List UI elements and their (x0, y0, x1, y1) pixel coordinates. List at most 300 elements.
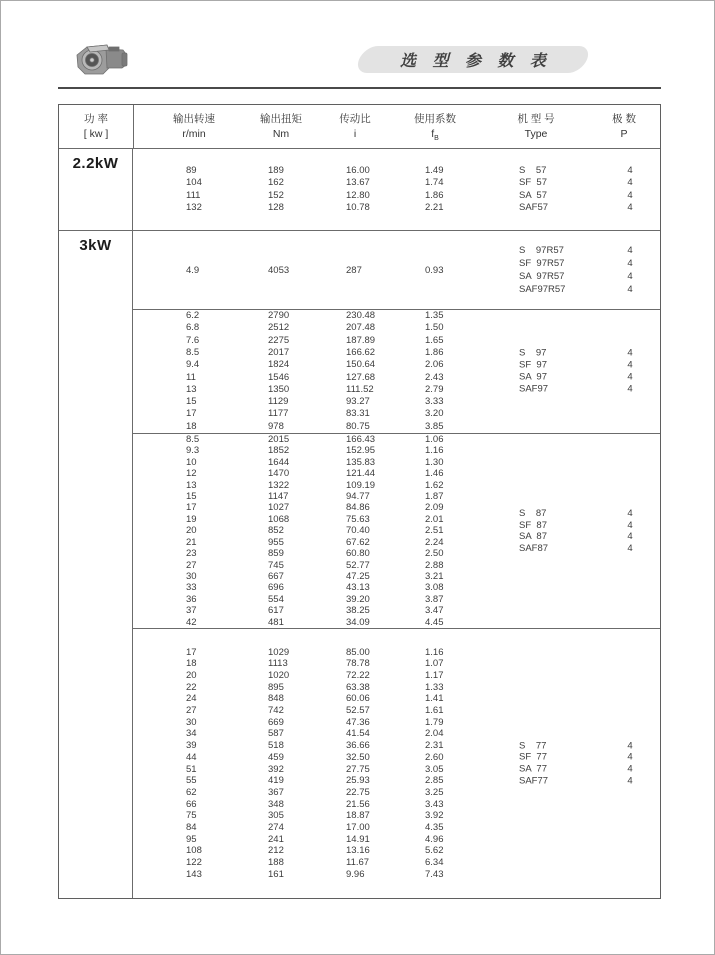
page-title: 选 型 参 数 表 (400, 53, 552, 70)
cell-ratio: 111.52 (346, 383, 374, 395)
data-block (133, 231, 660, 309)
cell-speed: 30 (186, 570, 197, 582)
cell-speed: 66 (186, 798, 197, 810)
cell-ratio: 25.93 (346, 775, 370, 787)
cell-speed: 19 (186, 513, 197, 525)
model-type-row (519, 519, 633, 532)
data-block (133, 433, 660, 628)
table-row (133, 845, 660, 857)
cell-ratio: 70.40 (346, 525, 370, 537)
cell-torque: 1470 (268, 468, 290, 480)
cell-fb: 3.21 (425, 570, 444, 582)
cell-fb: 1.62 (425, 479, 444, 491)
cell-ratio: 27.75 (346, 763, 370, 775)
header-output-speed: 输出转速 r/min (173, 113, 215, 140)
cell-model: S 87 (519, 508, 547, 519)
cell-model: S 77 (519, 740, 547, 752)
table-row (133, 359, 660, 371)
cell-torque: 852 (268, 525, 284, 537)
cell-ratio: 84.86 (346, 502, 370, 514)
cell-speed: 11 (186, 371, 196, 383)
cell-speed: 20 (186, 525, 197, 537)
cell-model: SAF87 (519, 542, 549, 554)
cell-speed: 36 (186, 593, 197, 605)
cell-speed: 20 (186, 670, 197, 681)
cell-torque: 1177 (268, 408, 289, 420)
power-cell (59, 149, 133, 230)
cell-speed: 4.9 (186, 264, 200, 276)
cell-torque: 587 (268, 728, 284, 740)
cell-torque: 742 (268, 705, 284, 717)
cell-ratio: 13.67 (346, 177, 370, 188)
table-row (133, 525, 660, 536)
cell-speed: 95 (186, 833, 197, 845)
cell-speed: 17 (186, 408, 197, 420)
cell-speed: 17 (186, 502, 197, 514)
cell-speed: 108 (186, 845, 202, 857)
cell-ratio: 230.48 (346, 310, 376, 322)
cell-torque: 161 (268, 868, 284, 880)
cell-poles: 4 (627, 202, 633, 213)
cell-torque: 848 (268, 693, 284, 705)
cell-fb: 1.16 (425, 445, 444, 457)
cell-ratio: 43.13 (346, 582, 370, 594)
table-row (133, 594, 660, 605)
cell-speed: 39 (186, 740, 197, 752)
cell-fb: 1.06 (425, 434, 444, 446)
cell-torque: 367 (268, 786, 284, 798)
cell-torque: 1147 (268, 491, 289, 503)
cell-ratio: 52.57 (346, 705, 370, 717)
cell-ratio: 9.96 (346, 868, 365, 880)
cell-ratio: 67.62 (346, 536, 370, 548)
cell-model: SAF57 (519, 202, 549, 213)
cell-speed: 21 (186, 536, 197, 548)
cell-torque: 274 (268, 821, 284, 833)
cell-ratio: 10.78 (346, 202, 370, 213)
cell-speed: 15 (186, 491, 197, 503)
cell-fb: 7.43 (425, 868, 444, 880)
table-row (133, 682, 660, 694)
table-row (133, 752, 660, 764)
cell-ratio: 93.27 (346, 396, 370, 408)
cell-fb: 3.08 (425, 582, 444, 594)
cell-speed: 8.5 (186, 346, 200, 358)
cell-speed: 18 (186, 420, 197, 432)
cell-speed: 111 (186, 189, 201, 201)
cell-fb: 2.04 (425, 728, 444, 740)
cell-poles: 4 (627, 284, 633, 295)
table-row (133, 491, 660, 502)
table-row (133, 502, 660, 513)
cell-speed: 62 (186, 786, 197, 798)
table-row (133, 310, 660, 322)
model-type-row (519, 763, 633, 776)
cell-speed: 23 (186, 548, 197, 560)
model-type-row (519, 177, 633, 190)
cell-fb: 1.46 (425, 468, 444, 480)
model-type-row (519, 383, 633, 396)
cell-torque: 1029 (268, 646, 290, 658)
selection-table (58, 104, 661, 899)
cell-torque: 554 (268, 593, 284, 605)
cell-model: S 97R57 (519, 245, 564, 256)
power-cell (59, 231, 133, 898)
cell-ratio: 85.00 (346, 646, 370, 658)
table-row (133, 834, 660, 846)
cell-ratio: 80.75 (346, 420, 370, 432)
table-row (133, 571, 660, 582)
blocks (133, 149, 660, 230)
data-block (133, 628, 660, 898)
cell-fb: 2.31 (425, 740, 444, 752)
cell-speed: 143 (186, 868, 202, 880)
table-row (133, 670, 660, 682)
table-row (133, 434, 660, 445)
cell-fb: 2.50 (425, 548, 444, 560)
cell-poles: 4 (627, 346, 633, 358)
cell-torque: 1020 (268, 670, 290, 681)
cell-ratio: 11.67 (346, 857, 370, 868)
table-row (133, 165, 660, 178)
cell-torque: 1546 (268, 371, 290, 383)
cell-ratio: 187.89 (346, 334, 376, 346)
model-type-row (519, 359, 633, 371)
table-row (133, 322, 660, 334)
table-row (133, 705, 660, 717)
cell-poles: 4 (627, 542, 633, 554)
cell-ratio: 14.91 (346, 833, 370, 845)
cell-speed: 22 (186, 681, 197, 693)
title-banner (354, 46, 593, 73)
cell-torque: 1852 (268, 445, 290, 457)
model-type-group (519, 244, 633, 296)
model-type-row (519, 270, 633, 283)
cell-ratio: 32.50 (346, 751, 370, 763)
cell-speed: 10 (186, 456, 197, 468)
cell-ratio: 60.80 (346, 548, 370, 560)
cell-fb: 4.35 (425, 821, 444, 833)
cell-torque: 4053 (268, 264, 290, 276)
cell-ratio: 207.48 (346, 322, 376, 334)
table-row (133, 264, 660, 277)
table-row (133, 421, 660, 433)
cell-model: SF 87 (519, 519, 547, 531)
table-row (133, 548, 660, 559)
cell-ratio: 150.64 (346, 359, 376, 371)
model-type-row (519, 508, 633, 520)
cell-torque: 1644 (268, 456, 290, 468)
model-type-group (519, 346, 633, 396)
model-type-row (519, 189, 633, 203)
table-row (133, 177, 660, 190)
cell-ratio: 52.77 (346, 559, 370, 571)
model-type-row (519, 257, 633, 270)
cell-fb: 1.50 (425, 322, 444, 334)
gearmotor-logo-image (73, 41, 129, 79)
table-row (133, 857, 660, 869)
cell-ratio: 166.62 (346, 346, 376, 358)
cell-ratio: 34.09 (346, 616, 370, 628)
model-type-row (519, 542, 633, 555)
table-row (133, 810, 660, 822)
cell-torque: 162 (268, 177, 284, 188)
cell-poles: 4 (627, 383, 633, 395)
table-row (133, 457, 660, 468)
cell-torque: 1322 (268, 479, 290, 491)
model-type-group (519, 508, 633, 554)
table-row (133, 740, 660, 752)
cell-torque: 1824 (268, 359, 290, 371)
cell-fb: 2.09 (425, 502, 444, 514)
cell-torque: 481 (268, 616, 284, 628)
cell-ratio: 83.31 (346, 408, 370, 420)
power-label: 3kW (79, 237, 112, 254)
cell-speed: 37 (186, 605, 197, 617)
table-row (133, 335, 660, 347)
cell-torque: 2790 (268, 310, 290, 322)
table-row (133, 384, 660, 396)
cell-fb: 2.60 (425, 751, 444, 763)
cell-ratio: 94.77 (346, 491, 370, 503)
table-row (133, 202, 660, 215)
cell-torque: 459 (268, 751, 284, 763)
table-header (59, 105, 660, 149)
cell-fb: 0.93 (425, 264, 444, 276)
table-row (133, 869, 660, 881)
header-service-factor: 使用系数 $f_B$ (414, 113, 456, 143)
cell-model: SA 57 (519, 189, 547, 201)
cell-ratio: 152.95 (346, 445, 376, 457)
cell-speed: 17 (186, 646, 197, 658)
model-type-row (519, 346, 633, 359)
model-type-row (519, 751, 633, 764)
model-type-row (519, 775, 633, 787)
cell-fb: 1.35 (425, 310, 444, 322)
cell-fb: 3.47 (425, 605, 444, 617)
cell-ratio: 16.00 (346, 164, 370, 176)
table-row (133, 822, 660, 834)
cell-torque: 667 (268, 570, 284, 582)
header-rule (58, 87, 661, 89)
cell-poles: 4 (627, 177, 633, 188)
cell-fb: 1.33 (425, 681, 444, 693)
cell-torque: 212 (268, 845, 284, 857)
table-row (133, 617, 660, 628)
table-row (133, 605, 660, 616)
column-divider (133, 105, 134, 148)
cell-speed: 55 (186, 775, 197, 787)
model-type-row (519, 283, 633, 296)
cell-fb: 2.51 (425, 525, 444, 537)
table-row (133, 514, 660, 525)
table-row (133, 582, 660, 593)
cell-fb: 1.17 (425, 670, 444, 681)
cell-fb: 1.41 (425, 693, 444, 705)
table-row (133, 717, 660, 729)
cell-fb: 1.87 (425, 491, 444, 503)
header-output-torque: 输出扭矩 Nm (260, 113, 302, 140)
cell-ratio: 78.78 (346, 658, 370, 670)
cell-poles: 4 (627, 531, 633, 542)
cell-fb: 3.92 (425, 810, 444, 822)
table-row (133, 728, 660, 740)
cell-speed: 15 (186, 396, 197, 408)
cell-torque: 189 (268, 164, 284, 176)
cell-ratio: 47.36 (346, 716, 370, 728)
cell-torque: 669 (268, 716, 284, 728)
cell-torque: 188 (268, 857, 284, 868)
cell-ratio: 75.63 (346, 513, 370, 525)
model-type-group (519, 740, 633, 787)
blocks (133, 231, 660, 898)
cell-ratio: 41.54 (346, 728, 370, 740)
cell-speed: 132 (186, 202, 202, 213)
cell-fb: 2.43 (425, 371, 444, 383)
header-model-type: 机 型 号 Type (517, 113, 555, 140)
cell-model: SF 77 (519, 751, 547, 763)
cell-fb: 1.65 (425, 334, 444, 346)
cell-ratio: 109.19 (346, 479, 376, 491)
table-row (133, 372, 660, 384)
table-row (133, 480, 660, 491)
header-power: 功 率 [ kw ] (83, 113, 109, 140)
cell-ratio: 36.66 (346, 740, 370, 752)
table-row (133, 190, 660, 203)
cell-torque: 978 (268, 420, 284, 432)
cell-model: SF 97 (519, 359, 547, 371)
cell-ratio: 127.68 (346, 371, 376, 383)
cell-torque: 128 (268, 202, 284, 213)
cell-fb: 1.30 (425, 456, 444, 468)
cell-ratio: 60.06 (346, 693, 370, 705)
cell-fb: 1.49 (425, 164, 444, 176)
cell-fb: 2.79 (425, 383, 444, 395)
cell-speed: 84 (186, 821, 197, 833)
cell-ratio: 39.20 (346, 593, 370, 605)
cell-fb: 1.16 (425, 646, 444, 658)
cell-poles: 4 (627, 189, 633, 201)
cell-ratio: 22.75 (346, 786, 370, 798)
cell-poles: 4 (627, 371, 633, 383)
cell-ratio: 12.80 (346, 189, 370, 201)
table-row (133, 647, 660, 659)
cell-speed: 27 (186, 705, 197, 717)
cell-ratio: 38.25 (346, 605, 370, 617)
cell-speed: 30 (186, 716, 197, 728)
cell-torque: 305 (268, 810, 284, 822)
cell-torque: 392 (268, 763, 284, 775)
cell-model: SA 77 (519, 763, 547, 775)
data-block (133, 149, 660, 230)
table-row (133, 396, 660, 408)
cell-fb: 3.05 (425, 763, 444, 775)
cell-poles: 4 (627, 359, 633, 371)
cell-model: SAF97R57 (519, 284, 566, 295)
model-type-row (519, 202, 633, 215)
model-type-row (519, 164, 633, 178)
cell-fb: 4.45 (425, 616, 444, 628)
cell-poles: 4 (627, 271, 633, 282)
header-ratio: 传动比 i (339, 113, 371, 140)
cell-poles: 4 (627, 775, 633, 787)
cell-model: SF 97R57 (519, 258, 565, 269)
cell-torque: 617 (268, 605, 284, 617)
cell-fb: 6.34 (425, 857, 444, 868)
section-3kw (59, 230, 660, 898)
cell-model: SA 97R57 (519, 271, 565, 282)
power-label: 2.2kW (72, 155, 119, 172)
cell-speed: 89 (186, 164, 197, 176)
model-type-row (519, 531, 633, 543)
cell-poles: 4 (627, 245, 633, 256)
cell-speed: 9.3 (186, 445, 200, 457)
cell-torque: 419 (268, 775, 284, 787)
cell-speed: 51 (186, 763, 197, 775)
table-row (133, 764, 660, 776)
cell-speed: 75 (186, 810, 197, 822)
cell-fb: 2.85 (425, 775, 444, 787)
cell-model: SAF77 (519, 775, 549, 787)
cell-model: S 97 (519, 346, 547, 358)
cell-torque: 895 (268, 681, 284, 693)
cell-ratio: 13.16 (346, 845, 370, 857)
cell-fb: 2.01 (425, 513, 444, 525)
table-row (133, 408, 660, 420)
cell-fb: 3.87 (425, 593, 444, 605)
cell-fb: 1.61 (425, 705, 444, 717)
cell-fb: 2.06 (425, 359, 444, 371)
cell-speed: 7.6 (186, 334, 200, 346)
cell-speed: 122 (186, 857, 202, 868)
cell-fb: 3.20 (425, 408, 444, 420)
model-type-row (519, 371, 633, 384)
cell-torque: 1129 (268, 396, 289, 408)
cell-speed: 34 (186, 728, 197, 740)
cell-fb: 1.74 (425, 177, 444, 188)
cell-torque: 348 (268, 798, 284, 810)
cell-poles: 4 (627, 751, 633, 763)
cell-speed: 27 (186, 559, 197, 571)
table-row (133, 775, 660, 787)
table-row (133, 537, 660, 548)
cell-model: SF 57 (519, 177, 547, 188)
cell-torque: 2017 (268, 346, 290, 358)
header-poles: 极 数 P (612, 113, 636, 140)
cell-speed: 13 (186, 383, 197, 395)
table-row (133, 799, 660, 811)
cell-ratio: 18.87 (346, 810, 370, 822)
cell-poles: 4 (627, 258, 633, 269)
cell-speed: 44 (186, 751, 197, 763)
cell-ratio: 47.25 (346, 570, 370, 582)
cell-fb: 1.86 (425, 189, 444, 201)
cell-torque: 518 (268, 740, 284, 752)
cell-model: SA 87 (519, 531, 547, 542)
cell-ratio: 166.43 (346, 434, 376, 446)
cell-speed: 104 (186, 177, 202, 188)
table-row (133, 658, 660, 670)
cell-ratio: 63.38 (346, 681, 370, 693)
cell-torque: 859 (268, 548, 284, 560)
cell-torque: 1113 (268, 658, 288, 670)
cell-fb: 5.62 (425, 845, 444, 857)
data-block (133, 309, 660, 433)
cell-torque: 745 (268, 559, 284, 571)
table-row (133, 560, 660, 571)
cell-poles: 4 (627, 740, 633, 752)
cell-fb: 3.43 (425, 798, 444, 810)
